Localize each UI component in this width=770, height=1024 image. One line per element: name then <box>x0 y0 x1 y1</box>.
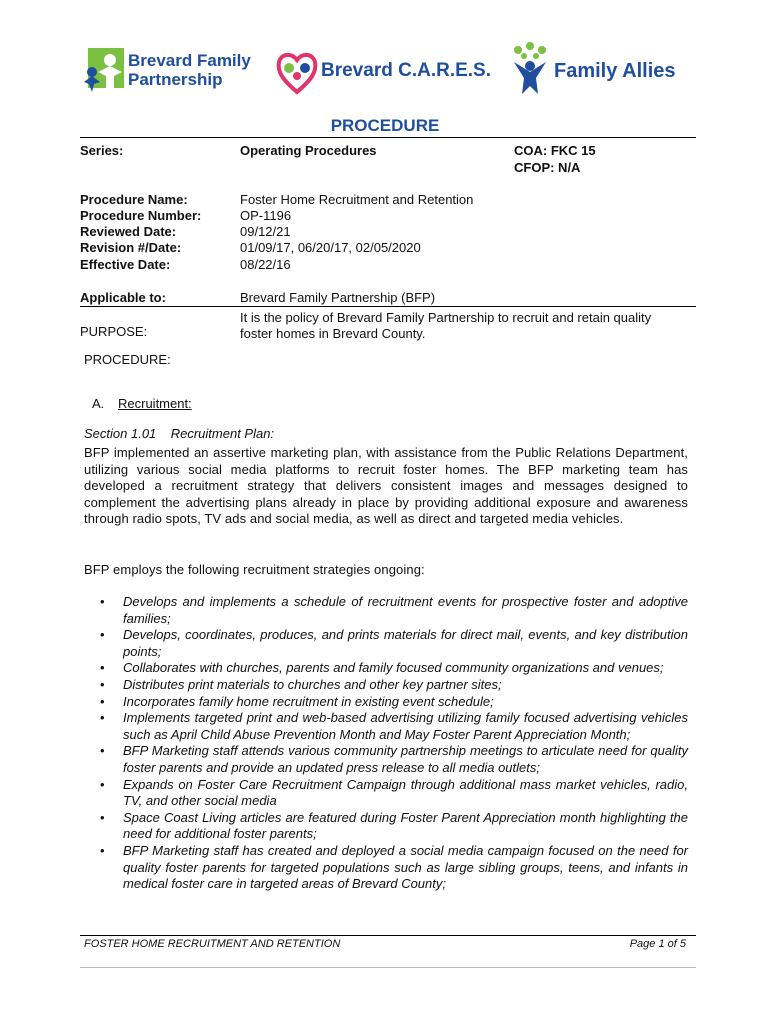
cfop-value: CFOP: N/A <box>514 160 581 175</box>
field-label: Procedure Number: <box>80 208 202 223</box>
bullet-icon: • <box>100 660 105 676</box>
section-heading: Section 1.01 Recruitment Plan: <box>84 426 275 441</box>
procedure-label: PROCEDURE: <box>84 352 171 367</box>
list-item <box>84 743 688 776</box>
field-value: 08/22/16 <box>240 257 291 272</box>
title-divider <box>80 137 696 138</box>
applicable-value: Brevard Family Partnership (BFP) <box>240 290 436 305</box>
list-item-text: Space Coast Living articles are featured during Foster Parent Appreciation month highlighting the need for additional foster parents; <box>123 809 688 842</box>
brevard-cares-logo <box>275 42 495 102</box>
purpose-label: PURPOSE: <box>80 324 148 339</box>
cares-logo-text: Brevard C.A.R.E.S. <box>321 60 491 81</box>
footer-divider <box>80 935 696 936</box>
purpose-line-1: It is the policy of Brevard Family Partnership to recruit and retain quality <box>240 310 652 325</box>
heart-hands-icon <box>275 46 319 98</box>
list-item-text: Develops, coordinates, produces, and prints materials for direct mail, events, and key distribution points; <box>123 627 688 659</box>
strategy-list <box>84 594 688 893</box>
bullet-icon: • <box>100 676 105 692</box>
coa-value: COA: FKC 15 <box>514 143 596 158</box>
applicable-divider <box>80 306 696 307</box>
series-value: Operating Procedures <box>240 143 377 158</box>
strategies-intro: BFP employs the following recruitment strategies ongoing: <box>84 562 425 577</box>
list-item <box>84 777 688 810</box>
family-figures-icon <box>80 48 124 100</box>
bfp-logo-line1: Brevard Family <box>128 51 251 70</box>
family-allies-logo <box>510 42 695 102</box>
list-item-text: BFP Marketing staff has created and deployed a social media campaign focused on the need for quality foster parents for targeted populations such as large sibling groups, teens, and infants in medical foster care in targeted areas of Brevard County; <box>123 842 688 892</box>
field-value: 01/09/17, 06/20/17, 02/05/2020 <box>240 240 421 255</box>
bullet-icon: • <box>100 743 105 759</box>
list-item <box>84 677 688 694</box>
list-item <box>84 810 688 843</box>
field-label: Reviewed Date: <box>80 224 177 239</box>
list-item-text: Collaborates with churches, parents and family focused community organizations and venues; <box>123 660 664 676</box>
list-item <box>84 843 688 893</box>
bullet-icon: • <box>100 627 105 643</box>
field-label: Procedure Name: <box>80 192 188 207</box>
brevard-family-partnership-logo <box>80 42 265 102</box>
bullet-icon: • <box>100 776 105 792</box>
bullet-icon: • <box>100 693 105 709</box>
field-value: 09/12/21 <box>240 224 291 239</box>
list-item <box>84 660 688 677</box>
list-item-text: Distributes print materials to churches and other key partner sites; <box>123 676 502 692</box>
footer-bottom-rule <box>80 967 696 968</box>
list-item <box>84 694 688 711</box>
field-value: Foster Home Recruitment and Retention <box>240 192 474 207</box>
field-label: Revision #/Date: <box>80 240 182 255</box>
field-label: Effective Date: <box>80 257 171 272</box>
bullet-icon: • <box>100 710 105 726</box>
list-item-text: BFP Marketing staff attends various community partnership meetings to articulate need for quality foster parents and provide an updated press release to all media outlets; <box>123 743 688 775</box>
tree-person-icon <box>510 42 550 98</box>
footer-title: FOSTER HOME RECRUITMENT AND RETENTION <box>84 938 341 950</box>
list-item-text: Incorporates family home recruitment in existing event schedule; <box>123 693 494 709</box>
page-title: PROCEDURE <box>330 116 440 135</box>
list-item-text: Develops and implements a schedule of recruitment events for prospective foster and adoptive families; <box>123 594 688 626</box>
bullet-icon: • <box>100 594 105 609</box>
list-item <box>84 594 688 627</box>
list-item-text: Implements targeted print and web-based advertising utilizing family focused advertising vehicles such as April Child Abuse Prevention Month and May Foster Parent Appreciation Month; <box>123 710 688 742</box>
logo-bar <box>80 42 695 102</box>
page-number: Page 1 of 5 <box>629 938 686 950</box>
bullet-icon: • <box>100 809 105 825</box>
applicable-label: Applicable to: <box>80 290 166 305</box>
bfp-logo-line2: Partnership <box>128 70 223 89</box>
series-label: Series: <box>80 143 124 158</box>
list-item <box>84 710 688 743</box>
list-item <box>84 627 688 660</box>
recruitment-paragraph: BFP implemented an assertive marketing plan, with assistance from the Public Relations Department, utilizing various social media platforms to recruit foster homes. The BFP marketing team has developed a recruitment strategy that delivers consistent images and messages designed to complement the advertising plans already in place by providing additional exposure and awareness through radio spots, TV ads and social media, as well as direct and targeted media vehicles. <box>84 445 688 526</box>
bullet-icon: • <box>100 842 105 858</box>
purpose-line-2: foster homes in Brevard County. <box>240 326 426 341</box>
field-value: OP-1196 <box>240 208 292 223</box>
section-a-letter: A. <box>92 396 105 411</box>
list-item-text: Expands on Foster Care Recruitment Campaign through additional mass market vehicles, radio, TV, and other social media <box>123 776 688 809</box>
allies-logo-text: Family Allies <box>554 60 676 82</box>
section-a-title: Recruitment: <box>118 396 192 411</box>
